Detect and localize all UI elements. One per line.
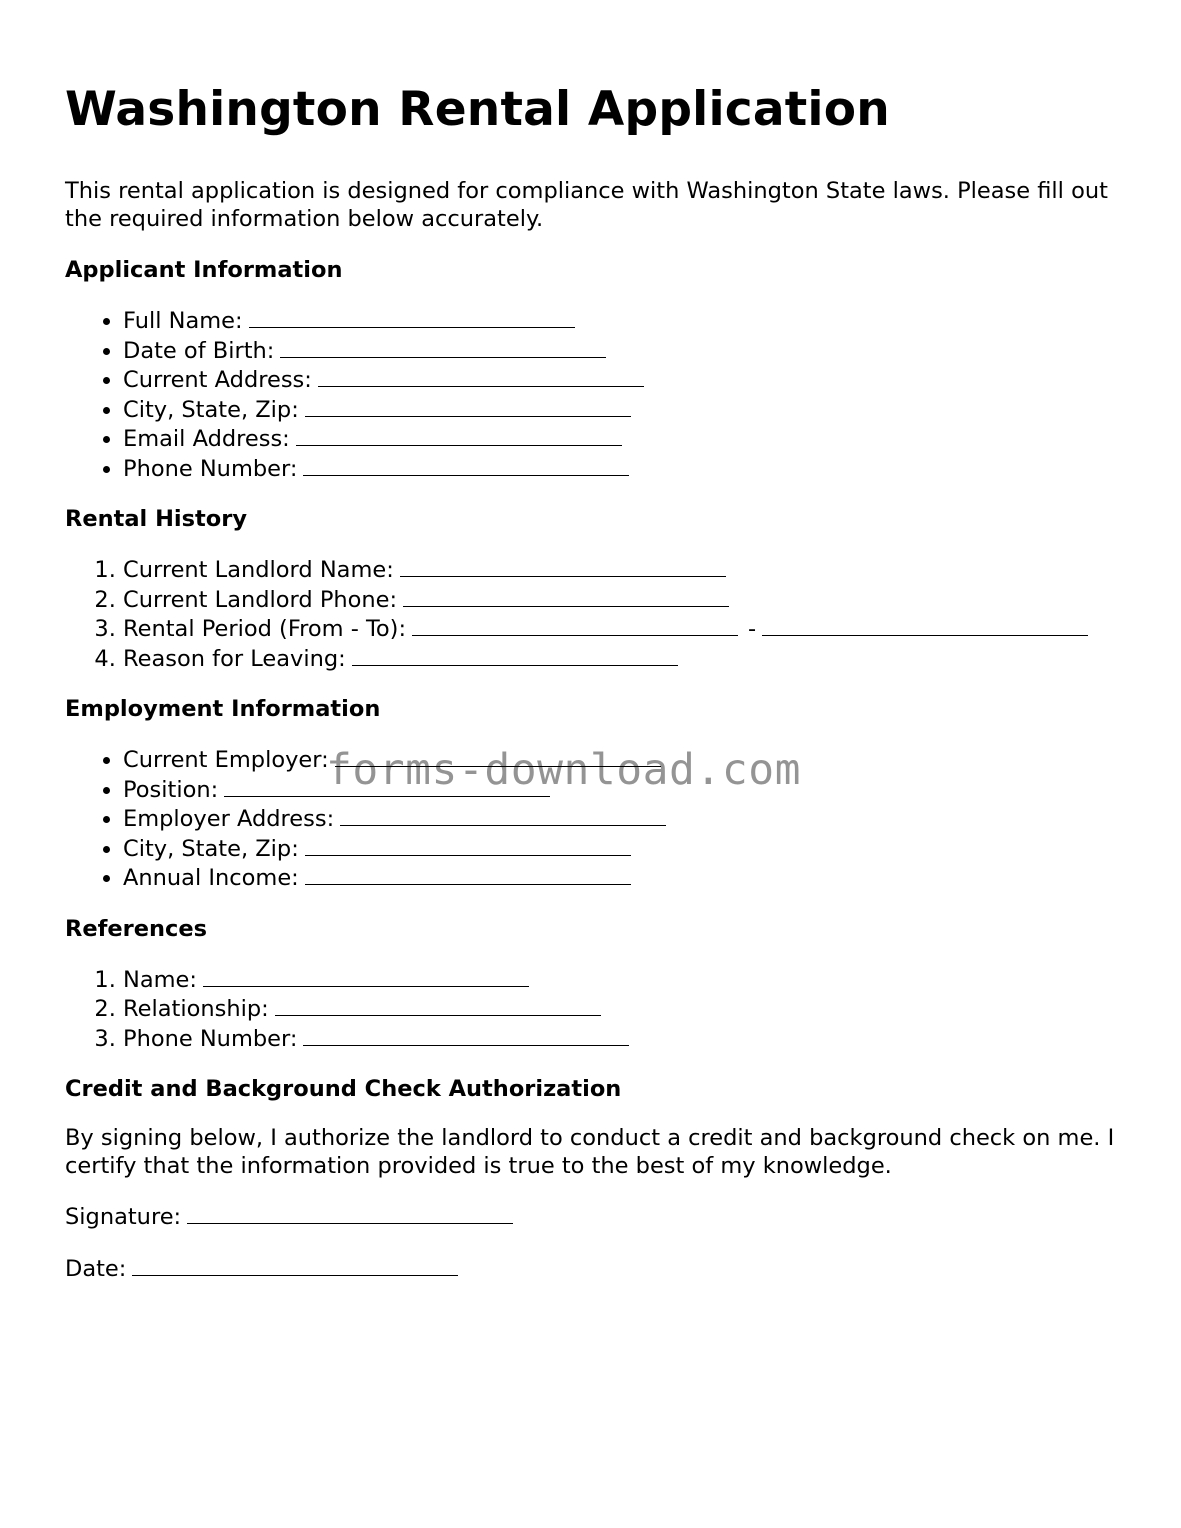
field-label: Name: [123,966,197,993]
period-separator: - [748,616,757,642]
field-label: Current Landlord Name: [123,557,394,583]
list-item [123,306,1125,336]
signature-blank[interactable] [187,1202,513,1224]
phone-number-blank[interactable] [303,454,629,476]
position-blank[interactable] [224,775,550,797]
field-label: Annual Income: [123,865,299,891]
rental-history-list [65,555,1125,673]
field-label: Position: [123,776,219,803]
landlord-phone-blank[interactable] [403,585,729,607]
date-blank[interactable] [132,1254,458,1276]
landlord-name-blank[interactable] [400,555,726,577]
annual-income-blank[interactable] [305,863,631,885]
rental-period-from-blank[interactable] [412,614,738,636]
list-item [123,585,1125,615]
date-line [65,1254,1125,1284]
list-item [123,365,1125,395]
reference-phone-blank[interactable] [303,1024,629,1046]
employment-list [65,745,1125,893]
employer-city-state-zip-blank[interactable] [305,834,631,856]
authorization-heading: Credit and Background Check Authorization [65,1076,622,1102]
rental-history-heading: Rental History [65,506,247,532]
field-label: Current Employer: [123,747,329,773]
authorization-text: By signing below, I authorize the landlord to conduct a credit and background check on me. I certify that the information provided is true to the best of my knowledge. [65,1125,1115,1179]
date-label: Date: [65,1255,127,1282]
current-address-blank[interactable] [318,365,644,387]
field-label: Phone Number: [123,455,298,482]
applicant-heading: Applicant Information [65,257,343,283]
employment-heading: Employment Information [65,696,381,722]
field-label: Phone Number: [123,1025,298,1052]
list-item [123,395,1125,425]
field-label: Date of Birth: [123,337,275,364]
list-item [123,614,1125,644]
list-item [123,424,1125,454]
page-title: Washington Rental Application [65,82,890,137]
document [65,78,1125,1283]
current-employer-blank[interactable] [335,745,661,767]
reference-name-blank[interactable] [203,965,529,987]
rental-period-to-blank[interactable] [762,614,1088,636]
field-label: Current Landlord Phone: [123,586,398,613]
list-item [123,804,1125,834]
field-label: Current Address: [123,367,312,393]
list-item [123,834,1125,864]
list-item [123,644,1125,674]
list-item [123,555,1125,585]
reference-relationship-blank[interactable] [275,994,601,1016]
list-item [123,1024,1125,1054]
list-item [123,863,1125,893]
city-state-zip-blank[interactable] [305,395,631,417]
list-item [123,775,1125,805]
intro-paragraph: This rental application is designed for compliance with Washington State laws. Please fill out the required information below accurately. [65,178,1108,232]
applicant-list [65,306,1125,483]
list-item [123,454,1125,484]
date-of-birth-blank[interactable] [280,336,606,358]
references-heading: References [65,915,207,942]
field-label: Relationship: [123,996,269,1022]
field-label: Rental Period (From - To): [123,616,407,642]
full-name-blank[interactable] [249,306,575,328]
reason-for-leaving-blank[interactable] [352,644,678,666]
watermark: forms-download.com [326,745,801,795]
field-label: City, State, Zip: [123,396,299,423]
field-label: Full Name: [123,308,243,334]
field-label: Employer Address: [123,806,335,832]
field-label: Email Address: [123,426,290,452]
field-label: Reason for Leaving: [123,645,346,672]
email-address-blank[interactable] [296,424,622,446]
list-item [123,745,1125,775]
references-list [65,965,1125,1054]
list-item [123,994,1125,1024]
list-item [123,336,1125,366]
field-label: City, State, Zip: [123,835,299,862]
signature-label: Signature: [65,1204,182,1230]
list-item [123,965,1125,995]
signature-line [65,1202,1125,1232]
employer-address-blank[interactable] [340,804,666,826]
